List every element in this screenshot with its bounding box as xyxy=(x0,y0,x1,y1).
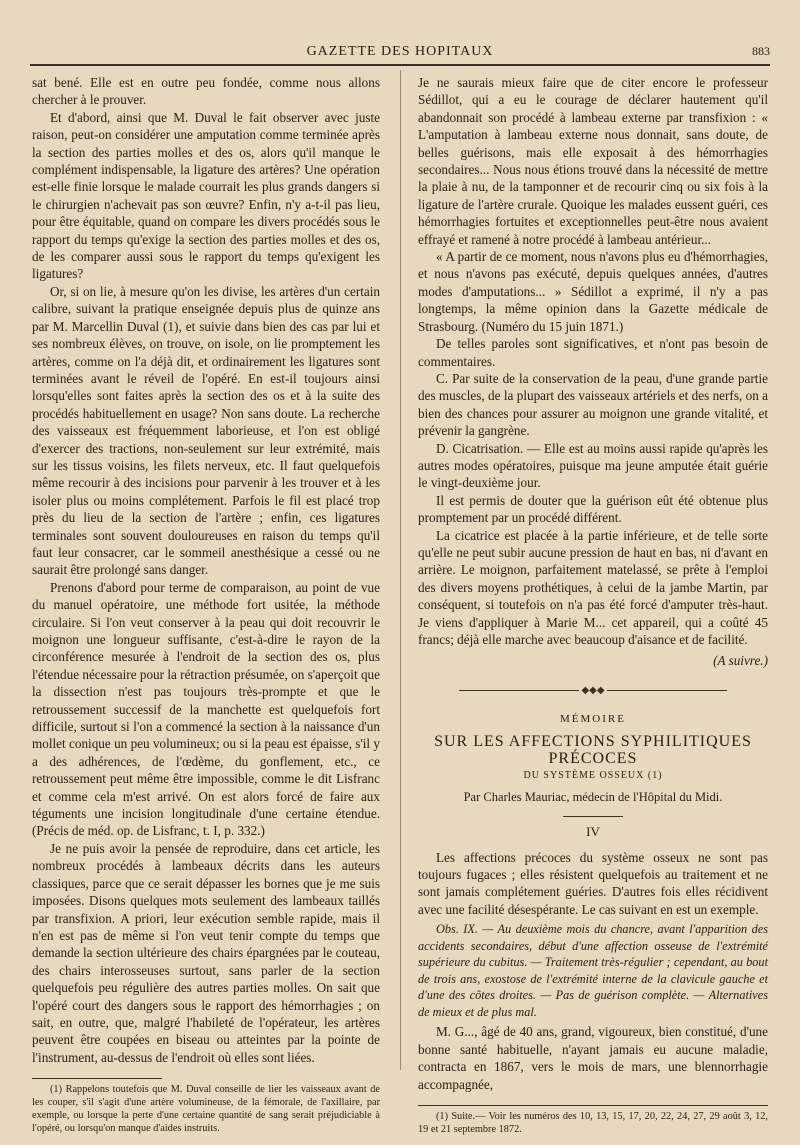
article-title: SUR LES AFFECTIONS SYPHILITIQUES PRÉCOCES xyxy=(434,732,752,768)
paragraph: M. G..., âgé de 40 ans, grand, vigoureux, bien constitué, d'une bonne santé habituelle, n'ayant jamais eu aucune maladie, contracta en 1867, vers le mois de mars, une blennorrhagie accompagnée, xyxy=(418,1024,768,1092)
paragraph: La cicatrice est placée à la partie inférieure, et de telle sorte qu'elle ne peut subir aucune pression de haut en bas, ni d'avant en arrière. Le moignon, parfaitement matelassé, se prête à l'emploi des divers moyens prothétiques, à celui de la jambe Martin, par conséquent, si toutefois on n'a pas été forcé d'amputer très-haut. Je viens d'appliquer à Marie M... cet appareil, qui a coûté 45 francs; déjà elle marche avec beaucoup d'aisance et de facilité. xyxy=(418,527,768,647)
right-column xyxy=(418,74,768,1136)
footnote: (1) Rappelons toutefois que M. Duval conseille de lier les vaisseaux avant de les couper, s'il s'agit d'une artère volumineuse, de la fémorale, de l'axillaire, par exemple, ou lorsque la perte d'une certaine quantité de sang serait préjudiciable à l'opéré, ou lorsqu'on manque d'aides instruits. xyxy=(32,1084,380,1135)
paragraph: Je ne puis avoir la pensée de reproduire, dans cet article, les nombreux procédés à lambeaux décrits dans les auteurs classiques, parce que ce serait dépasser les bornes que je me suis imposées. Disons quelques mots seulement des lambeaux taillés par transfixion. A priori, leur exécution semble rapide, mais il n'en est pas de même si l'on veut tenir compte du temps que demande la section ultérieure des chairs épargnées par le couteau, des chairs interosseuses surtout, sans parler de la section quelquefois peu régulière des autres parties molles. On sait que l'opéré court des dangers sous le rapport des hémorrhagies ; on sait, en outre, que, malgré l'habileté de l'opérateur, les artères peuvent être coupées en biseau ou atteintes par la pointe de l'instrument, au-dessus de l'endroit où elles sont liées. xyxy=(32,840,380,1065)
divider-line xyxy=(607,690,727,691)
paragraph: sat bené. Elle est en outre peu fondée, comme nous allons chercher à le prouver. xyxy=(32,75,380,108)
byline: Par Charles Mauriac, médecin de l'Hôpital du Midi. xyxy=(463,789,723,804)
observation-heading: Obs. IX. — Au deuxième mois du chancre, avant l'apparition des accidents secondaires, début d'une affection osseuse de l'extrémité supérieure du cubitus. — Traitement très-régulier ; cependant, au bout de trois ans, exostose de l'extrémité interne de la clavicule gauche et d'une des côtes droites. — Pas de guérison complète. — Alternatives de mieux et de plus mal. xyxy=(418,922,768,1019)
footnote: (1) Suite.— Voir les numéros des 10, 13, 15, 17, 20, 22, 24, 27, 29 août 3, 12, 19 et 21 septembre 1872. xyxy=(418,1110,768,1135)
paragraph: Je ne saurais mieux faire que de citer encore le professeur Sédillot, qui a eu le courage de déclarer hautement qu'il abandonnait son procédé à lambeau externe par transfixion : « L'amputation à lambeau externe nous donnait, sans doute, de belles guérisons, mais elle exposait à des hémorrhagies secondaires... Nous nous étions trouvé dans la nécessité de mettre la plaie à nu, de la tamponner et de recourir cinq ou six fois à la ligature de l'artère crurale. Quoique les malades eussent guéri, ces hémorrhagies fortuites et exceptionnelles peut-être nous avaient effrayé et ramené à notre procédé à lambeau antérieur... xyxy=(418,75,768,247)
section-number: IV xyxy=(586,824,600,840)
short-rule xyxy=(563,816,623,817)
paragraph: Il est permis de douter que la guérison eût été obtenue plus promptement par un procédé différent. xyxy=(418,492,768,526)
paragraph: Et d'abord, ainsi que M. Duval le fait observer avec juste raison, peut-on considérer une amputation comme terminée après la section des parties molles et des os, alors qu'il manque le complément indispensable, la ligature des artères? Une opération est-elle finie lorsque le malade courrait les plus grands dangers si le chirurgien n'achevait pas son œuvre? Enfin, n'y a-t-il pas lieu, pour être équitable, quand on compare les divers procédés sous le rapport du temps qu'exige la section des parties molles et des os, de les comparer aussi sous le rapport du temps qu'exigent les ligatures? xyxy=(32,109,380,282)
section-label: MÉMOIRE xyxy=(560,713,626,726)
article-subtitle: DU SYSTÈME OSSEUX (1) xyxy=(523,770,663,782)
paragraph: D. Cicatrisation. — Elle est au moins aussi rapide qu'après les autres modes opératoires, puisque ma jeune amputée était guérie le vingt-deuxième jour. xyxy=(418,440,768,491)
ornament-icon: ◆◆◆ xyxy=(581,684,605,696)
running-head xyxy=(30,40,770,66)
paragraph: Les affections précoces du système osseux ne sont pas toujours fugaces ; elles résistent quelquefois au traitement et ne sont jamais complétement guéries. D'autres fois elles récidivent avec une facilité désespérante. Le cas suivant en est un exemple. xyxy=(418,849,768,917)
paragraph: Prenons d'abord pour terme de comparaison, au point de vue du manuel opératoire, une méthode fort usitée, la méthode circulaire. Si l'on veut conserver à la peau qui doit recouvrir le moignon une longueur suffisante, c'est-à-dire le rayon de la circonférence mesurée à l'endroit de la section des os, plus l'étendue nécessaire pour la rétraction présumée, on s'aperçoit que la dissection n'est pas toujours très-prompte et que le retroussement successif de la manchette est quelquefois fort difficile, surtout si l'on a commencé la section à la naissance d'un mollet conique un peu volumineux; ou si la peau est épaisse, s'il y a des adhérences, de l'œdème, du gonflement, etc., ce retroussement peut même être impossible, comme le dit Lisfranc et comme cela m'est arrivé. On est alors forcé de faire aux téguments une incision longitudinale d'une certaine étendue. (Précis de méd. op. de Lisfranc, t. I, p. 332.) xyxy=(32,579,380,839)
paragraph: Or, si on lie, à mesure qu'on les divise, les artères d'un certain calibre, suivant la pratique enseignée depuis plus de quinze ans par M. Marcellin Duval (1), et suivie dans bien des cas par lui et ses nombreux élèves, on trouve, on isole, on lie promptement les artères, comme on l'a déjà dit, et ordinairement les ligatures sont terminées avant le réveil de l'opéré. En est-il toujours ainsi lorsqu'elles sont faites après la section des os et à la suite des procédés habituellement en usage? Non sans doute. La recherche des vaisseaux est fréquemment laborieuse, et l'on est obligé d'exercer des tractions, non-seulement sur leur extrémité, mais sur les tissus voisins, les filets nerveux, etc. Il faut quelquefois même recourir à des incisions pour parvenir à les trouver et à les isoler plus ou moins complétement. Parfois le fil est placé trop près du lieu de la section de l'artère ; enfin, ces ligatures terminales sont souvent douloureuses en raison du temps qu'il faut leur consacrer, car le sommeil anesthésique a cessé ou ne saurait être prolongé sans danger. xyxy=(32,283,380,578)
paragraph: « A partir de ce moment, nous n'avons plus eu d'hémorrhagies, et nous n'avons pas exécuté, depuis quelques années, d'autres modes d'amputations... » Sédillot a exprimé, il n'y a pas longtemps, la même opinion dans la Gazette médicale de Strasbourg. (Numéro du 15 juin 1871.) xyxy=(418,249,768,334)
column-rule xyxy=(400,70,401,1070)
paragraph: C. Par suite de la conservation de la peau, d'une grande partie des muscles, de la plupart des vaisseaux artériels et des nerfs, on a bien des chances pour assurer au moignon une grande vitalité, et prévenir la gangrène. xyxy=(418,370,768,439)
page-number: 883 xyxy=(752,44,770,58)
journal-title: GAZETTE DES HOPITAUX xyxy=(306,44,494,59)
ornament-divider xyxy=(418,682,768,699)
divider-line xyxy=(459,690,579,691)
paragraph: De telles paroles sont significatives, et n'ont pas besoin de commentaires. xyxy=(418,336,768,369)
to-be-continued: (A suivre.) xyxy=(713,653,768,669)
left-column xyxy=(32,74,380,1135)
footnote-rule xyxy=(418,1105,768,1106)
footnote-rule xyxy=(32,1078,162,1079)
